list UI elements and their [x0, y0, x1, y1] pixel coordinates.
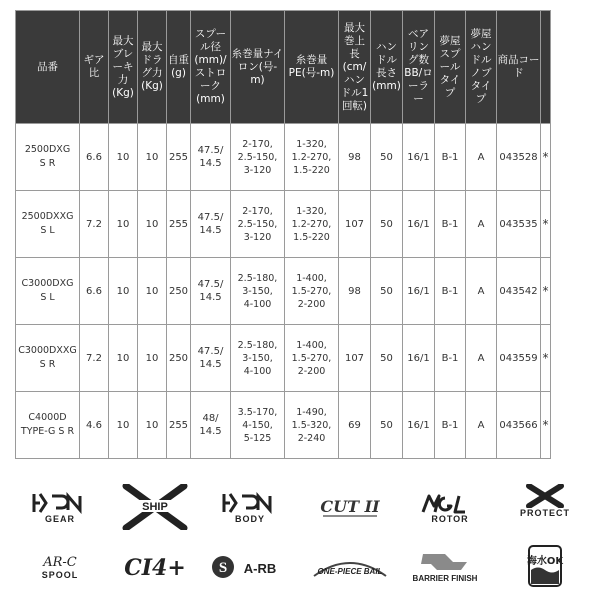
svg-text:AR-C: AR-C: [43, 555, 77, 570]
cell-model: C4000D TYPE-G S R: [16, 392, 80, 459]
cell-nylon: 2.5-180, 3-150, 4-100: [231, 325, 285, 392]
cell-bearing: 16/1: [403, 392, 435, 459]
cut-ii-brake-icon: [305, 492, 395, 542]
cell-model: C3000DXG S L: [16, 258, 80, 325]
cell-pe: 1-490, 1.5-320, 2-240: [285, 392, 339, 459]
header-blank: [541, 11, 551, 124]
cell-retrieve: 107: [339, 191, 371, 258]
cell-mark: *: [541, 258, 551, 325]
header-model: 品番: [16, 11, 80, 124]
cell-weight: 250: [167, 325, 191, 392]
feature-label: PROTECT: [519, 508, 570, 518]
ci4-plus-icon: [110, 552, 200, 602]
cell-knob-type: A: [466, 325, 497, 392]
cell-spool: 47.5/ 14.5: [191, 258, 231, 325]
cell-weight: 255: [167, 191, 191, 258]
cell-model: C3000DXXG S R: [16, 325, 80, 392]
cell-knob-type: A: [466, 191, 497, 258]
cell-weight: 250: [167, 258, 191, 325]
table-row: [16, 191, 551, 258]
header-handle-length: ハンドル長さ(mm): [371, 11, 403, 124]
cell-spool: 48/ 14.5: [191, 392, 231, 459]
cell-bearing: 16/1: [403, 191, 435, 258]
cell-code: 043566: [497, 392, 541, 459]
header-spool-stroke: スプール径(mm)/ストローク(mm): [191, 11, 231, 124]
cell-weight: 255: [167, 392, 191, 459]
cell-brake: 10: [109, 191, 138, 258]
one-piece-bail-icon: [305, 556, 395, 606]
feature-label: CUT II: [320, 497, 380, 516]
cell-mark: *: [541, 325, 551, 392]
feature-label: BARRIER FINISH: [412, 574, 478, 583]
cell-spool: 47.5/ 14.5: [191, 191, 231, 258]
x-protect-icon: [500, 484, 590, 534]
table-row: [16, 325, 551, 392]
feature-label: 海水OK: [526, 556, 564, 567]
ar-c-spool-icon: [15, 552, 105, 602]
table-row: [16, 258, 551, 325]
cell-retrieve: 98: [339, 124, 371, 191]
cell-retrieve: 98: [339, 258, 371, 325]
cell-handle: 50: [371, 191, 403, 258]
feature-label: BODY: [234, 514, 265, 524]
cell-code: 043535: [497, 191, 541, 258]
feature-label: ROTOR: [431, 514, 469, 524]
feature-label: ONE-PIECE BAIL: [317, 567, 383, 576]
cell-gear: 4.6: [80, 392, 109, 459]
cell-code: 043559: [497, 325, 541, 392]
cell-spool-type: B-1: [435, 124, 466, 191]
mgl-rotor-icon: [405, 492, 495, 542]
x-ship-icon: [110, 484, 200, 534]
cell-code: 043542: [497, 258, 541, 325]
cell-drag: 10: [138, 191, 167, 258]
cell-handle: 50: [371, 325, 403, 392]
cell-nylon: 3.5-170, 4-150, 5-125: [231, 392, 285, 459]
table-row: [16, 124, 551, 191]
cell-handle: 50: [371, 124, 403, 191]
cell-mark: *: [541, 392, 551, 459]
spec-table: [15, 10, 551, 459]
cell-bearing: 16/1: [403, 325, 435, 392]
header-product-code: 商品コード: [497, 11, 541, 124]
header-gear-ratio: ギア比: [80, 11, 109, 124]
cell-drag: 10: [138, 258, 167, 325]
header-row: [16, 11, 551, 124]
cell-gear: 6.6: [80, 258, 109, 325]
svg-text:S: S: [218, 560, 228, 576]
feature-label: SHIP: [142, 501, 168, 513]
cell-spool-type: B-1: [435, 325, 466, 392]
cell-bearing: 16/1: [403, 258, 435, 325]
cell-handle: 50: [371, 392, 403, 459]
cell-nylon: 2-170, 2.5-150, 3-120: [231, 191, 285, 258]
svg-text:A-RB: A-RB: [243, 561, 277, 576]
cell-weight: 255: [167, 124, 191, 191]
cell-brake: 10: [109, 258, 138, 325]
cell-knob-type: A: [466, 124, 497, 191]
table-row: [16, 392, 551, 459]
header-max-retrieve: 最大巻上長(cm/ハンドル1回転): [339, 11, 371, 124]
cell-code: 043528: [497, 124, 541, 191]
cell-brake: 10: [109, 325, 138, 392]
feature-label: GEAR: [44, 514, 75, 524]
cell-retrieve: 107: [339, 325, 371, 392]
cell-spool-type: B-1: [435, 392, 466, 459]
cell-drag: 10: [138, 325, 167, 392]
header-yumeya-knob: 夢屋ハンドルノブタイプ: [466, 11, 497, 124]
header-nylon-capacity: 糸巻量ナイロン(号-m): [231, 11, 285, 124]
cell-pe: 1-400, 1.5-270, 2-200: [285, 258, 339, 325]
s-arb-icon: [205, 554, 295, 604]
cell-pe: 1-320, 1.2-270, 1.5-220: [285, 191, 339, 258]
cell-mark: *: [541, 191, 551, 258]
cell-drag: 10: [138, 124, 167, 191]
cell-spool-type: B-1: [435, 191, 466, 258]
cell-brake: 10: [109, 124, 138, 191]
cell-knob-type: A: [466, 392, 497, 459]
cell-knob-type: A: [466, 258, 497, 325]
feature-logos: [0, 480, 600, 600]
feature-label: SPOOL: [41, 570, 79, 580]
hagane-body-icon: [205, 492, 295, 542]
cell-model: 2500DXG S R: [16, 124, 80, 191]
cell-model: 2500DXXG S L: [16, 191, 80, 258]
cell-gear: 7.2: [80, 325, 109, 392]
cell-pe: 1-400, 1.5-270, 2-200: [285, 325, 339, 392]
cell-spool: 47.5/ 14.5: [191, 325, 231, 392]
feature-label: CI4+: [124, 555, 186, 581]
header-max-drag: 最大ドラグ力(Kg): [138, 11, 167, 124]
cell-spool: 47.5/ 14.5: [191, 124, 231, 191]
hagane-gear-icon: [15, 492, 105, 542]
cell-drag: 10: [138, 392, 167, 459]
cell-handle: 50: [371, 258, 403, 325]
header-weight: 自重(g): [167, 11, 191, 124]
cell-spool-type: B-1: [435, 258, 466, 325]
cell-mark: *: [541, 124, 551, 191]
header-pe-capacity: 糸巻量PE(号-m): [285, 11, 339, 124]
barrier-finish-icon: [400, 550, 490, 600]
cell-gear: 6.6: [80, 124, 109, 191]
cell-pe: 1-320, 1.2-270, 1.5-220: [285, 124, 339, 191]
cell-bearing: 16/1: [403, 124, 435, 191]
cell-retrieve: 69: [339, 392, 371, 459]
cell-gear: 7.2: [80, 191, 109, 258]
cell-nylon: 2.5-180, 3-150, 4-100: [231, 258, 285, 325]
header-bearings: ベアリング数BB/ローラー: [403, 11, 435, 124]
cell-brake: 10: [109, 392, 138, 459]
cell-nylon: 2-170, 2.5-150, 3-120: [231, 124, 285, 191]
saltwater-ok-icon: [500, 544, 590, 594]
header-max-brake: 最大ブレーキ力(Kg): [109, 11, 138, 124]
header-yumeya-spool: 夢屋スプールタイプ: [435, 11, 466, 124]
